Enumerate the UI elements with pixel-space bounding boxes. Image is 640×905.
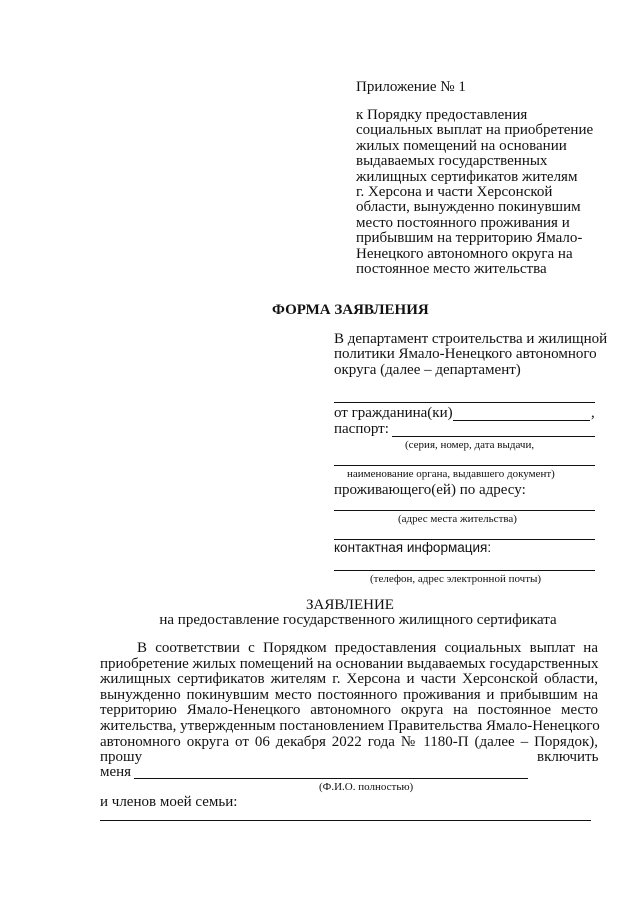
addressee-line: округа (далее – департамент)	[334, 361, 521, 378]
statement-body-line: жительства, утвержденным постановлением Правительства Ямало-Ненецкого	[100, 718, 600, 734]
addressee-line: В департамент строительства и жилищной	[334, 331, 608, 347]
issuer-hint: наименование органа, выдавшего документ)	[347, 468, 555, 480]
ask-left: прошу	[100, 749, 143, 765]
statement-body-line: жилищных сертификатов жителям г. Херсона и части Херсонской области,	[100, 671, 598, 688]
contact-input-line[interactable]	[334, 570, 595, 571]
appendix-line: место постоянного проживания и	[356, 214, 570, 231]
passport-label: паспорт:	[334, 421, 389, 437]
statement-title: ЗАЯВЛЕНИЕ	[306, 597, 394, 613]
applicant-name-line[interactable]	[334, 402, 595, 403]
statement-body-line: автономного округа от 06 декабря 2022 года № 1180-П (далее – Порядок),	[100, 733, 598, 750]
contact-label: контактная информация:	[334, 540, 492, 555]
statement-body-line: территорию Ямало-Ненецкого автономного округа на постоянное место	[100, 702, 598, 719]
appendix-line: постоянное место жительства	[356, 261, 547, 277]
passport-hint: (серия, номер, дата выдачи,	[405, 439, 535, 451]
residence-label: проживающего(ей) по адресу:	[334, 482, 526, 498]
residence-input-line[interactable]	[334, 510, 595, 511]
appendix-line: Ненецкого автономного округа на	[356, 245, 573, 262]
addressee-line: политики Ямало-Ненецкого автономного	[334, 346, 597, 363]
me-label: меня	[100, 764, 132, 780]
from-label: от гражданина(ки)	[334, 405, 453, 421]
statement-subtitle: на предоставление государственного жилищного сертификата	[159, 612, 557, 628]
statement-body-line: приобретение жилых помещений на основании выдаваемых государственных	[100, 655, 599, 672]
appendix-line: области, вынужденно покинувшим	[356, 199, 581, 216]
from-comma: ,	[591, 405, 595, 421]
appendix-line: выдаваемых государственных	[356, 153, 548, 170]
contact-hint: (телефон, адрес электронной почты)	[370, 573, 542, 585]
issuer-input-line[interactable]	[334, 465, 595, 466]
appendix-line: г. Херсона и части Херсонской	[356, 184, 553, 200]
appendix-line: жилых помещений на основании	[356, 137, 567, 154]
fio-hint: (Ф.И.О. полностью)	[319, 781, 414, 793]
passport-input-line[interactable]	[392, 436, 595, 437]
ask-right: включить	[537, 749, 599, 765]
appendix-line: к Порядку предоставления	[356, 107, 528, 123]
appendix-title: Приложение № 1	[356, 79, 466, 95]
residence-hint: (адрес места жительства)	[398, 513, 517, 525]
appendix-line: жилищных сертификатов жителям	[356, 168, 578, 185]
appendix-line: прибывшим на территорию Ямало-	[356, 230, 583, 247]
family-input-line[interactable]	[100, 820, 591, 821]
statement-body-line: В соответствии с Порядком предоставления социальных выплат на	[137, 640, 598, 656]
fio-input-line[interactable]	[134, 778, 528, 779]
from-input-line[interactable]	[453, 420, 590, 421]
statement-body-line: вынужденно покинувшим место постоянного проживания и прибывшим на	[100, 686, 598, 703]
appendix-line: социальных выплат на приобретение	[356, 122, 594, 139]
form-title: ФОРМА ЗАЯВЛЕНИЯ	[272, 302, 429, 318]
family-label: и членов моей семьи:	[100, 794, 238, 810]
